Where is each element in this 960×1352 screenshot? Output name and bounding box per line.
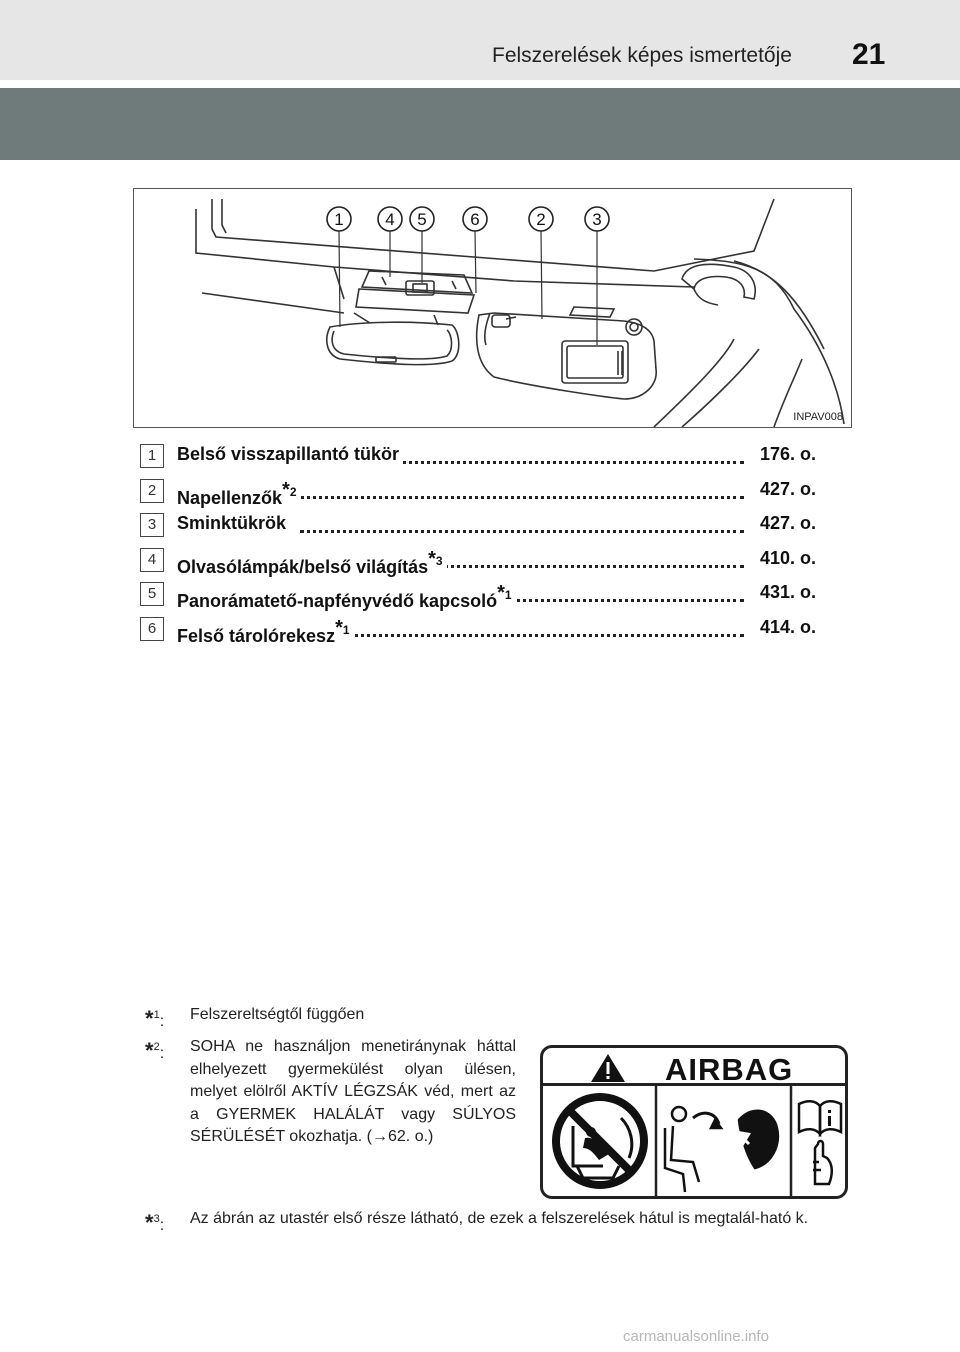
legend-item: [140, 578, 820, 613]
legend-number: 4: [140, 548, 164, 572]
legend-item: [140, 509, 820, 544]
legend-item: [140, 440, 820, 475]
leader-dots: [300, 530, 744, 533]
footnote-text: Az ábrán az utastér első része látható, de ezek a felszerelések hátul is megtalál-ható k.: [190, 1210, 809, 1227]
callout-6: 6: [470, 210, 480, 229]
legend-label: Belső visszapillantó tükör: [177, 444, 403, 465]
callout-1: 1: [334, 210, 344, 229]
airbag-deployment-icon: [665, 1107, 778, 1192]
legend-number: 5: [140, 582, 164, 606]
airbag-pictogram-svg: [543, 1048, 848, 1199]
watermark: carmanualsonline.info: [623, 1328, 769, 1345]
airbag-title: AIRBAG: [665, 1052, 794, 1087]
callout-5: 5: [417, 210, 427, 229]
legend-number: 6: [140, 617, 164, 641]
footnote-text: SOHA ne használjon menetiránynak háttal elhelyezett gyermekülést olyan ülésen, melyet elölről AKTÍV LÉGZSÁK véd, mert az a GYERMEK HALÁLÁT vagy SÚLYOS SÉRÜLÉSÉT okozhatja. (→62. o.): [190, 1038, 516, 1145]
legend-item: [140, 544, 820, 579]
page-number: 21: [852, 38, 886, 71]
footnote-1: [145, 1004, 845, 1031]
airbag-warning-label: [540, 1045, 848, 1199]
legend-label: Olvasólámpák/belső világítás$^{*3}$: [177, 548, 447, 578]
legend-number: 1: [140, 444, 164, 468]
footnote-marker: *$^2$:: [145, 1038, 165, 1063]
legend-page-ref[interactable]: 410. o.: [756, 548, 816, 569]
leader-dots: [300, 634, 744, 637]
legend-label: Napellenzők$^{*2}$: [177, 479, 301, 509]
overhead-illustration-svg: [134, 189, 852, 428]
legend-list: [140, 440, 820, 647]
legend-number: 3: [140, 513, 164, 537]
legend-page-ref[interactable]: 414. o.: [756, 617, 816, 638]
footnote-2: [145, 1036, 517, 1176]
legend-page-ref[interactable]: 176. o.: [756, 444, 816, 465]
callout-3: 3: [592, 210, 602, 229]
overhead-console-illustration: [133, 188, 852, 428]
footnote-marker: *$^3$:: [145, 1210, 165, 1235]
callout-4: 4: [385, 210, 395, 229]
footnote-3: [145, 1208, 845, 1258]
prohibited-child-seat-icon: [556, 1097, 644, 1185]
image-code: INPAV008: [793, 411, 843, 423]
legend-number: 2: [140, 479, 164, 503]
header-title: Felszerelések képes ismertetője: [492, 44, 792, 67]
legend-page-ref[interactable]: 431. o.: [756, 582, 816, 603]
header-bar: [0, 0, 960, 80]
legend-page-ref[interactable]: 427. o.: [756, 479, 816, 500]
callout-2: 2: [536, 210, 546, 229]
legend-page-ref[interactable]: 427. o.: [756, 513, 816, 534]
legend-label: Felső tárolórekesz$^{*1}$: [177, 617, 354, 647]
legend-item: [140, 475, 820, 510]
legend-label: Sminktükrök: [177, 513, 290, 534]
legend-label: Panorámatető-napfényvédő kapcsoló$^{*1}$: [177, 582, 516, 612]
warning-triangle-icon: [591, 1054, 625, 1082]
read-manual-icon: [799, 1101, 841, 1184]
legend-item: [140, 613, 820, 648]
header-gray-band: [0, 88, 960, 160]
footnote-text: Felszereltségtől függően: [190, 1006, 365, 1023]
leader-dots: [300, 496, 744, 499]
footnote-marker: *$^1$:: [145, 1006, 165, 1031]
